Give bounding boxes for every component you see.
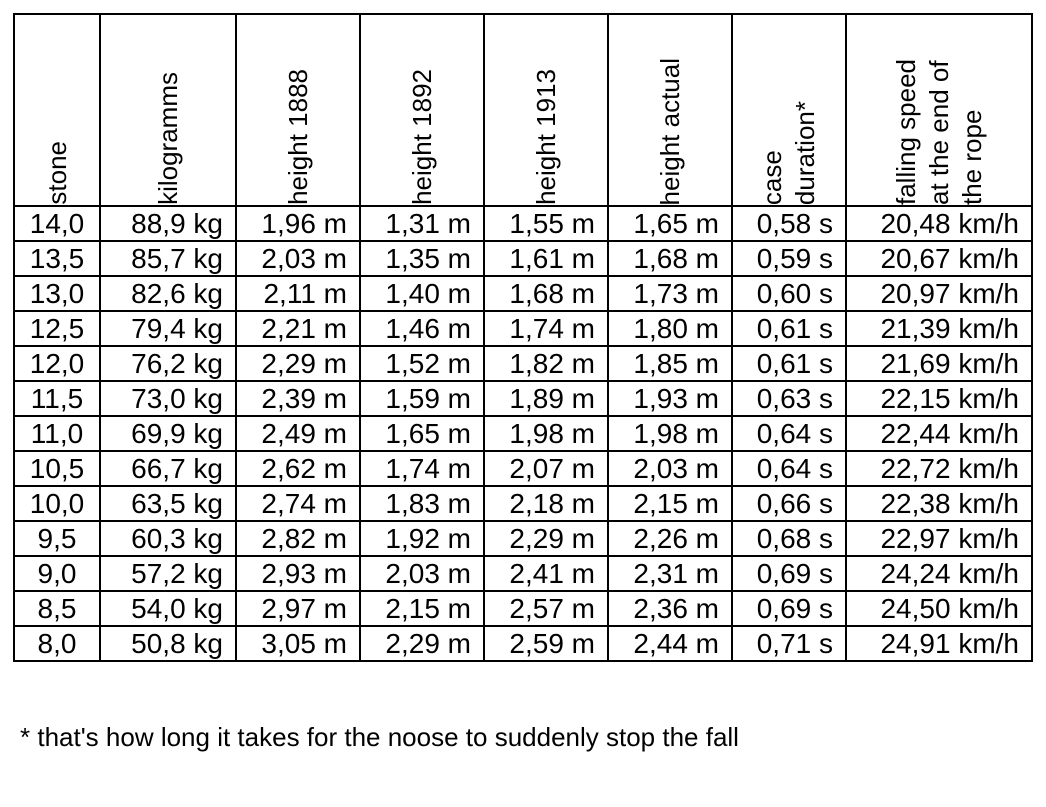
cell-height-1892: 2,03 m: [360, 556, 484, 591]
table-row: [14, 626, 1032, 661]
cell-stone: 11,5: [14, 381, 100, 416]
cell-height-1888: 2,97 m: [236, 591, 360, 626]
table-row: [14, 556, 1032, 591]
cell-height-1892: 2,29 m: [360, 626, 484, 661]
cell-stone: 13,5: [14, 241, 100, 276]
header-height-actual-label: height actual: [654, 57, 685, 205]
table-row: [14, 486, 1032, 521]
cell-kilogramms: 82,6 kg: [100, 276, 236, 311]
cell-stone: 9,5: [14, 521, 100, 556]
cell-height-1892: 1,46 m: [360, 311, 484, 346]
cell-stone: 9,0: [14, 556, 100, 591]
cell-case-duration: 0,60 s: [732, 276, 846, 311]
cell-height-actual: 1,73 m: [608, 276, 732, 311]
cell-height-1913: 1,98 m: [484, 416, 608, 451]
cell-stone: 14,0: [14, 206, 100, 241]
cell-kilogramms: 66,7 kg: [100, 451, 236, 486]
header-case-duration: [732, 14, 846, 206]
cell-kilogramms: 57,2 kg: [100, 556, 236, 591]
cell-height-1888: 2,03 m: [236, 241, 360, 276]
cell-height-1888: 2,29 m: [236, 346, 360, 381]
cell-falling-speed: 20,97 km/h: [846, 276, 1032, 311]
cell-height-1892: 2,15 m: [360, 591, 484, 626]
cell-height-1892: 1,52 m: [360, 346, 484, 381]
table-row: [14, 276, 1032, 311]
header-kilogramms-label: kilogramms: [152, 72, 183, 205]
cell-height-1892: 1,40 m: [360, 276, 484, 311]
table-row: [14, 381, 1032, 416]
cell-height-1913: 2,18 m: [484, 486, 608, 521]
cell-kilogramms: 79,4 kg: [100, 311, 236, 346]
cell-height-1913: 2,41 m: [484, 556, 608, 591]
cell-case-duration: 0,64 s: [732, 416, 846, 451]
header-height-1892-label: height 1892: [406, 69, 437, 205]
cell-case-duration: 0,71 s: [732, 626, 846, 661]
cell-kilogramms: 69,9 kg: [100, 416, 236, 451]
header-stone-label: stone: [41, 141, 72, 205]
cell-height-1913: 1,89 m: [484, 381, 608, 416]
cell-height-1888: 2,39 m: [236, 381, 360, 416]
header-stone: [14, 14, 100, 206]
cell-height-1913: 2,57 m: [484, 591, 608, 626]
cell-height-actual: 2,31 m: [608, 556, 732, 591]
cell-falling-speed: 24,50 km/h: [846, 591, 1032, 626]
cell-case-duration: 0,61 s: [732, 311, 846, 346]
cell-height-1913: 1,55 m: [484, 206, 608, 241]
cell-height-1892: 1,74 m: [360, 451, 484, 486]
header-row: [14, 14, 1032, 206]
cell-stone: 11,0: [14, 416, 100, 451]
table-row: [14, 206, 1032, 241]
footnote: * that's how long it takes for the noose to suddenly stop the fall: [20, 722, 739, 752]
cell-height-actual: 1,85 m: [608, 346, 732, 381]
cell-kilogramms: 63,5 kg: [100, 486, 236, 521]
cell-stone: 10,5: [14, 451, 100, 486]
cell-height-1892: 1,31 m: [360, 206, 484, 241]
header-kilogramms: [100, 14, 236, 206]
drop-table: [13, 13, 1033, 662]
cell-height-1913: 2,59 m: [484, 626, 608, 661]
cell-height-1913: 1,68 m: [484, 276, 608, 311]
table-row: [14, 241, 1032, 276]
cell-height-actual: 1,68 m: [608, 241, 732, 276]
header-height-1888: [236, 14, 360, 206]
cell-height-1888: 3,05 m: [236, 626, 360, 661]
cell-case-duration: 0,63 s: [732, 381, 846, 416]
header-height-actual: [608, 14, 732, 206]
table-body: [14, 206, 1032, 661]
cell-kilogramms: 88,9 kg: [100, 206, 236, 241]
cell-height-1913: 1,82 m: [484, 346, 608, 381]
table-row: [14, 591, 1032, 626]
table-row: [14, 311, 1032, 346]
cell-stone: 12,0: [14, 346, 100, 381]
cell-height-1892: 1,83 m: [360, 486, 484, 521]
cell-falling-speed: 22,44 km/h: [846, 416, 1032, 451]
cell-kilogramms: 85,7 kg: [100, 241, 236, 276]
cell-height-1913: 1,61 m: [484, 241, 608, 276]
cell-stone: 10,0: [14, 486, 100, 521]
cell-stone: 8,5: [14, 591, 100, 626]
cell-height-actual: 2,03 m: [608, 451, 732, 486]
cell-height-1888: 2,49 m: [236, 416, 360, 451]
header-height-1892: [360, 14, 484, 206]
cell-kilogramms: 76,2 kg: [100, 346, 236, 381]
cell-height-1892: 1,65 m: [360, 416, 484, 451]
cell-case-duration: 0,69 s: [732, 556, 846, 591]
cell-stone: 13,0: [14, 276, 100, 311]
cell-case-duration: 0,66 s: [732, 486, 846, 521]
cell-height-1888: 2,62 m: [236, 451, 360, 486]
cell-height-1913: 2,07 m: [484, 451, 608, 486]
table-row: [14, 451, 1032, 486]
header-case-duration-label: case duration*: [757, 100, 820, 205]
cell-falling-speed: 21,69 km/h: [846, 346, 1032, 381]
cell-height-actual: 2,36 m: [608, 591, 732, 626]
cell-height-1892: 1,59 m: [360, 381, 484, 416]
cell-kilogramms: 60,3 kg: [100, 521, 236, 556]
cell-kilogramms: 54,0 kg: [100, 591, 236, 626]
cell-height-1888: 2,11 m: [236, 276, 360, 311]
cell-case-duration: 0,61 s: [732, 346, 846, 381]
cell-height-1892: 1,92 m: [360, 521, 484, 556]
cell-kilogramms: 50,8 kg: [100, 626, 236, 661]
cell-falling-speed: 20,48 km/h: [846, 206, 1032, 241]
cell-stone: 8,0: [14, 626, 100, 661]
cell-falling-speed: 24,91 km/h: [846, 626, 1032, 661]
cell-falling-speed: 22,38 km/h: [846, 486, 1032, 521]
cell-falling-speed: 24,24 km/h: [846, 556, 1032, 591]
cell-height-actual: 2,15 m: [608, 486, 732, 521]
cell-height-actual: 1,80 m: [608, 311, 732, 346]
cell-case-duration: 0,69 s: [732, 591, 846, 626]
cell-height-actual: 1,65 m: [608, 206, 732, 241]
cell-height-actual: 1,93 m: [608, 381, 732, 416]
cell-kilogramms: 73,0 kg: [100, 381, 236, 416]
cell-height-1888: 2,21 m: [236, 311, 360, 346]
cell-height-1888: 2,74 m: [236, 486, 360, 521]
cell-height-actual: 1,98 m: [608, 416, 732, 451]
cell-height-1888: 2,93 m: [236, 556, 360, 591]
cell-height-1913: 2,29 m: [484, 521, 608, 556]
cell-height-1892: 1,35 m: [360, 241, 484, 276]
cell-stone: 12,5: [14, 311, 100, 346]
cell-falling-speed: 21,39 km/h: [846, 311, 1032, 346]
table-row: [14, 416, 1032, 451]
header-falling-speed: [846, 14, 1032, 206]
cell-case-duration: 0,64 s: [732, 451, 846, 486]
cell-height-actual: 2,26 m: [608, 521, 732, 556]
cell-case-duration: 0,68 s: [732, 521, 846, 556]
cell-falling-speed: 22,72 km/h: [846, 451, 1032, 486]
cell-case-duration: 0,58 s: [732, 206, 846, 241]
cell-falling-speed: 20,67 km/h: [846, 241, 1032, 276]
header-height-1913-label: height 1913: [530, 69, 561, 205]
cell-falling-speed: 22,15 km/h: [846, 381, 1032, 416]
header-height-1913: [484, 14, 608, 206]
header-falling-speed-label: falling speed at the end of the rope: [890, 59, 987, 205]
table-row: [14, 346, 1032, 381]
cell-case-duration: 0,59 s: [732, 241, 846, 276]
table-row: [14, 521, 1032, 556]
cell-height-1913: 1,74 m: [484, 311, 608, 346]
cell-falling-speed: 22,97 km/h: [846, 521, 1032, 556]
cell-height-actual: 2,44 m: [608, 626, 732, 661]
header-height-1888-label: height 1888: [282, 69, 313, 205]
cell-height-1888: 2,82 m: [236, 521, 360, 556]
cell-height-1888: 1,96 m: [236, 206, 360, 241]
